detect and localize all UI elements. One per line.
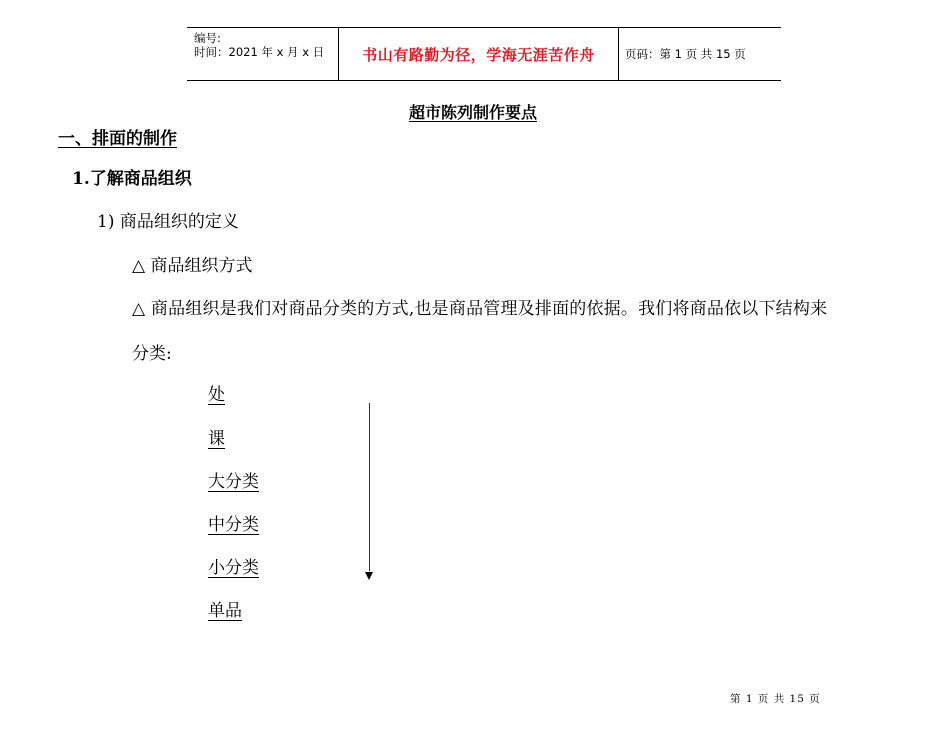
page-footer: 第 1 页 共 15 页 xyxy=(730,693,821,705)
section-heading: 一、排面的制作 xyxy=(58,129,177,149)
hierarchy-level: 单品 xyxy=(208,601,242,621)
hierarchy-level: 中分类 xyxy=(208,515,259,535)
down-arrow-icon xyxy=(365,572,373,580)
header-table xyxy=(187,27,781,81)
bullet-paragraph: △ 商品组织是我们对商品分类的方式,也是商品管理及排面的依据。我们将商品依以下结构来 xyxy=(132,299,828,319)
header-left-cell xyxy=(187,28,339,80)
item-heading: 1) 商品组织的定义 xyxy=(97,212,239,232)
number-label: 编号: xyxy=(194,31,221,45)
hierarchy-arrow-line xyxy=(369,403,370,571)
hierarchy-level: 小分类 xyxy=(208,558,259,578)
hierarchy-level: 处 xyxy=(208,385,225,405)
bullet-paragraph: △ 商品组织方式 xyxy=(132,256,253,276)
page-code: 页码：第 1 页 共 15 页 xyxy=(625,47,746,61)
hierarchy-level: 课 xyxy=(208,429,225,449)
hierarchy-level: 大分类 xyxy=(208,472,259,492)
paragraph-continuation: 分类: xyxy=(132,344,172,364)
subsection-heading: 1.了解商品组织 xyxy=(72,169,192,189)
motto: 书山有路勤为径，学海无涯苦作舟 xyxy=(339,28,619,80)
date-label: 时间：2021 年 x 月 x 日 xyxy=(194,45,325,59)
document-title: 超市陈列制作要点 xyxy=(409,103,538,122)
